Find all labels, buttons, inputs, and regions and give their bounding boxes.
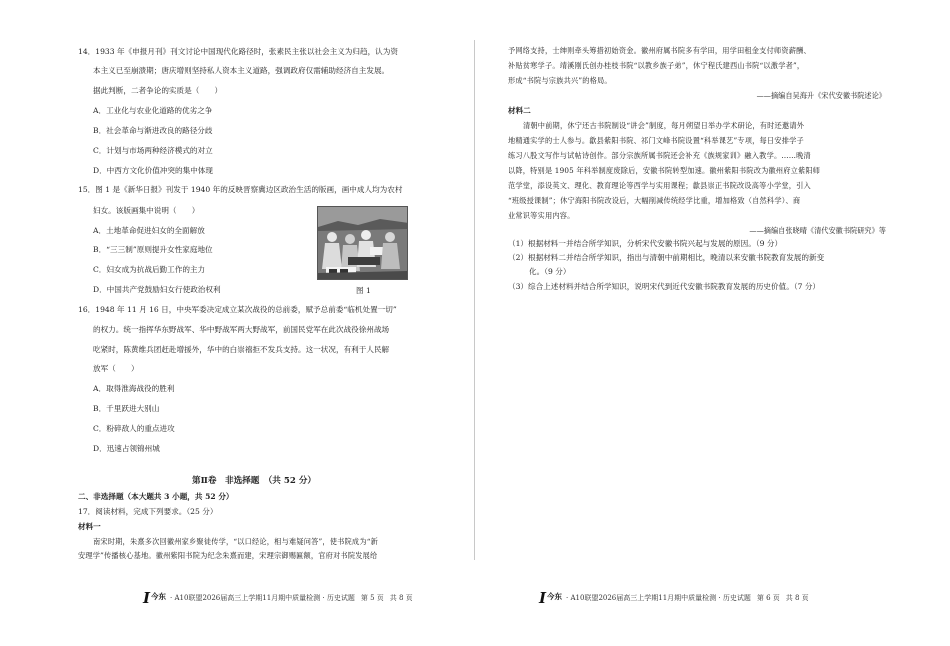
material-2-line4: 以降，特别是 1905 年科举制度废除后，安徽书院转型加速。徽州紫阳书院改为徽州府立紫阳师 bbox=[508, 166, 821, 175]
q14-stem-line1: 14．1933 年《申报月刊》刊文讨论中国现代化路径时，张素民主张以社会主义为归趋，认为资 bbox=[78, 47, 398, 56]
q16-stem-line1: 16．1948 年 11 月 16 日，中央军委决定成立某次战役的总前委，赋予总前委“临机处置一切” bbox=[78, 305, 397, 314]
brand-logo: Ⅰ bbox=[143, 589, 150, 607]
q17-sub-3: （3）综合上述材料并结合所学知识，说明宋代到近代安徽书院教育发展的历史价值。（7 分） bbox=[508, 282, 821, 291]
q16-option-d: D．迅速占领锦州城 bbox=[93, 444, 160, 453]
q17-sub-2-line2: 化。（9 分） bbox=[529, 267, 571, 276]
brand-logo: Ⅰ bbox=[539, 589, 546, 607]
q14-option-d: D．中西方文化价值冲突的集中体现 bbox=[93, 166, 213, 175]
footer-page-number: 第 6 页 bbox=[756, 594, 780, 602]
q15-option-b: B．“三三制”原则提升女性家庭地位 bbox=[93, 245, 213, 254]
q15-stem-line1: 15．图 1 是《新华日报》刊发于 1940 年的反映晋察冀边区政治生活的版画，画中成人均为农村 bbox=[78, 185, 403, 194]
q14-option-c: C．计划与市场两种经济模式的对立 bbox=[93, 146, 213, 155]
figure-1-caption: 图 1 bbox=[356, 286, 371, 295]
section-2-title: 第Ⅱ卷 非选择题 （共 52 分） bbox=[192, 476, 317, 486]
q16-stem-line2: 的权力。统一指挥华东野战军、华中野战军两大野战军，前国民党军在此次战役徐州战场 bbox=[93, 325, 390, 334]
q15-option-a: A．土地革命促进妇女的全面解放 bbox=[93, 226, 205, 235]
q15-option-d: D．中国共产党鼓励妇女行使政治权利 bbox=[93, 285, 221, 294]
q14-stem-line3: 据此判断，二者争论的实质是（ ） bbox=[93, 86, 223, 95]
brand-text: 今东 bbox=[547, 592, 563, 601]
footer-exam-title: · A10联盟2026届高三上学期11月期中质量检测 · 历史试题 bbox=[566, 594, 751, 602]
material-1-line2: 安理学”传播核心基地。徽州紫阳书院为纪念朱熹而建，宋理宗御赐匾额，官府对书院发展给 bbox=[78, 551, 378, 560]
footer-page-number: 第 5 页 bbox=[360, 594, 384, 602]
material-1-cont-line1: 予网络支持，士绅则牵头筹措初始资金。徽州府属书院多有学田，用学田租金支付师资薪酬、 bbox=[508, 46, 811, 55]
q14-stem-line2: 本主义已至崩溃期；唐庆增则坚持私人资本主义道路，强调政府仅需辅助经济自主发展。 bbox=[93, 66, 390, 75]
material-1-line1: 南宋时期，朱熹多次回徽州家乡聚徒传学，“以口经论，相与难疑问答”，使书院成为“新 bbox=[93, 537, 378, 546]
q16-option-c: C．粉碎敌人的重点进攻 bbox=[93, 424, 175, 433]
q14-option-a: A．工业化与农业化道路的优劣之争 bbox=[93, 106, 213, 115]
q16-option-a: A．取得淮海战役的胜利 bbox=[93, 384, 175, 393]
material-1-cont-line2: 补贴贫寒学子。靖溪刚氏创办桂枝书院“以教乡族子弟”，休宁程氏建西山书院“以激学者”， bbox=[508, 61, 805, 70]
q16-option-b: B．千里跃进大别山 bbox=[93, 404, 160, 413]
exam-page-6 bbox=[475, 0, 950, 646]
material-2-line1: 清朝中前期，休宁还古书院制设“讲会”制度，每月朔望日举办学术研论，有时还邀请外 bbox=[523, 121, 805, 130]
material-2-line2: 地精通实学的士人参与。歙县紫阳书院、祁门文峰书院设置“科举课艺”专项，每日安排学子 bbox=[508, 136, 804, 145]
material-2-source: ——摘编自张晓晴《清代安徽书院研究》等 bbox=[749, 226, 886, 235]
q16-stem-line4: 放军（ ） bbox=[93, 364, 139, 373]
material-1-source: ——摘编自吴海升《宋代安徽书院述论》 bbox=[756, 91, 886, 100]
woodcut-illustration bbox=[318, 207, 408, 280]
footer-exam-title: · A10联盟2026届高三上学期11月期中质量检测 · 历史试题 bbox=[170, 594, 355, 602]
q17-prompt: 17．阅读材料，完成下列要求。（25 分） bbox=[78, 507, 218, 516]
footer-total-pages: 共 8 页 bbox=[389, 594, 413, 602]
q17-sub-2-line1: （2）根据材料二并结合所学知识，指出与清朝中前期相比，晚清以来安徽书院教育发展的新变 bbox=[508, 253, 825, 262]
page-footer-left bbox=[143, 589, 413, 607]
q16-stem-line3: 吃紧时，陈黄维兵团赶赴增援外，华中的白崇禧拒不发兵支持。这一状况，有利于人民解 bbox=[93, 345, 390, 354]
footer-total-pages: 共 8 页 bbox=[785, 594, 809, 602]
brand-text: 今东 bbox=[151, 592, 167, 601]
page-footer-right bbox=[539, 589, 809, 607]
material-1-label: 材料一 bbox=[78, 522, 101, 531]
q17-sub-1: （1）根据材料一并结合所学知识，分析宋代安徽书院兴起与发展的原因。（9 分） bbox=[508, 239, 783, 248]
material-2-line7: 业常识等实用内容。 bbox=[508, 211, 575, 220]
q15-option-c: C．妇女成为抗战后勤工作的主力 bbox=[93, 265, 206, 274]
woodcut-print-figure bbox=[317, 206, 408, 280]
material-2-line6: “班级授课制”；休宁海阳书院改设后，大幅削减传统经学比重，增加格致（自然科学）、商 bbox=[508, 196, 801, 205]
material-2-label: 材料二 bbox=[508, 106, 531, 115]
q14-option-b: B．社会革命与渐进改良的路径分歧 bbox=[93, 126, 213, 135]
q15-stem-line2: 妇女。该版画集中说明（ ） bbox=[93, 206, 200, 215]
material-2-line5: 范学堂，添设英文、理化、教育理论等西学与实用课程；歙县崇正书院改设高等小学堂，引入 bbox=[508, 181, 811, 190]
material-2-line3: 练习八股文写作与试帖诗创作。部分宗族所属书院还会补充《族规家训》融入教学。……晚清 bbox=[508, 151, 811, 160]
material-1-cont-line3: 形成“书院与宗族共兴”的格局。 bbox=[508, 76, 612, 85]
section-2-subtitle: 二、非选择题（本大题共 3 小题，共 52 分） bbox=[78, 492, 234, 501]
